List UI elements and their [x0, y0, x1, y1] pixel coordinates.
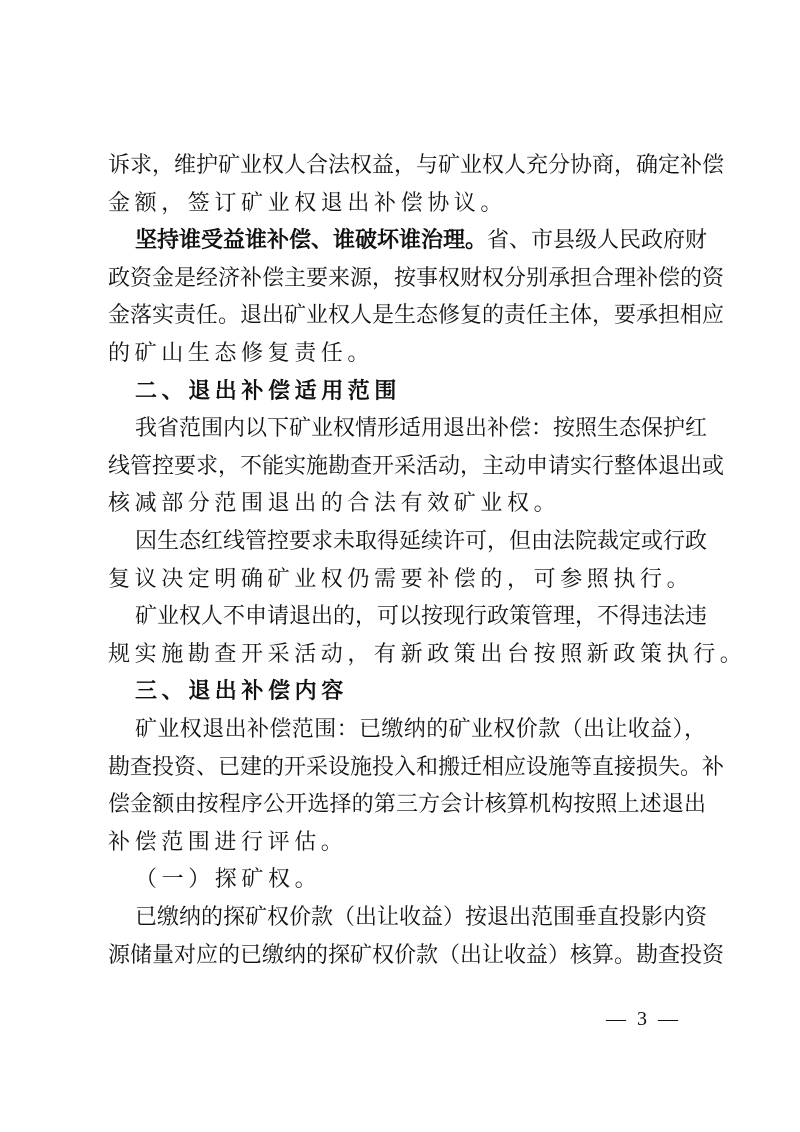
line-text: 源储量对应的已缴纳的探矿权价款（出让收益）核算。勘查投资 [108, 942, 725, 968]
line-text: （一）探矿权。 [135, 867, 322, 893]
text-line [108, 147, 725, 185]
text-line [108, 485, 706, 523]
line-text: 复议决定明确矿业权仍需要补偿的，可参照执行。 [108, 566, 694, 592]
text-line [108, 937, 725, 975]
line-text: 诉求，维护矿业权人合法权益，与矿业权人充分协商，确定补偿 [108, 153, 725, 178]
line-text: 矿业权人不申请退出的，可以按现行政策管理，不得违法违 [135, 604, 708, 630]
text-line [108, 899, 706, 937]
page-number: — 3 — [606, 1008, 681, 1030]
text-line [108, 410, 706, 448]
line-text: 核减部分范围退出的合法有效矿业权。 [108, 491, 561, 517]
line-text: 线管控要求，不能实施勘查开采活动，主动申请实行整体退出或 [108, 453, 725, 479]
line-text: 我省范围内以下矿业权情形适用退出补偿：按照生态保护红 [135, 416, 708, 442]
line-text: 补偿范围进行评估。 [108, 829, 348, 855]
line-text: 偿金额由按程序公开选择的第三方会计核算机构按照上述退出 [108, 792, 706, 818]
text-line [108, 561, 706, 599]
line-text: 因生态红线管控要求未取得延续许可，但由法院裁定或行政 [135, 529, 708, 554]
text-line [108, 636, 747, 674]
text-line [108, 185, 706, 223]
line-text: 勘查投资、已建的开采设施投入和搬迁相应设施等直接损失。补 [108, 754, 725, 780]
line-text: 二、退出补偿适用范围 [135, 378, 402, 404]
text-line [108, 824, 706, 862]
section-heading [108, 373, 706, 411]
line-text: 的矿山生态修复责任。 [108, 341, 375, 366]
line-text: 金额，签订矿业权退出补偿协议。 [108, 190, 508, 216]
text-line [108, 222, 706, 260]
line-text: 政资金是经济补偿主要来源，按事权财权分别承担合理补偿的资 [108, 265, 725, 291]
line-text: 已缴纳的探矿权价款（出让收益）按退出范围垂直投影内资 [135, 905, 708, 930]
line-text: 金落实责任。退出矿业权人是生态修复的责任主体，要承担相应 [108, 303, 725, 329]
text-line [108, 523, 706, 561]
text-line [108, 260, 725, 298]
text-line [108, 335, 706, 373]
text-line [108, 749, 725, 787]
text-line [108, 711, 706, 749]
text-line [108, 297, 725, 335]
line-text: 规实施勘查开采活动，有新政策出台按照新政策执行。 [108, 641, 747, 667]
text-line [108, 861, 706, 899]
text-line [108, 448, 725, 486]
text-line [108, 598, 706, 636]
section-heading [108, 673, 706, 711]
bold-lead-phrase: 坚持谁受益谁补偿、谁破坏谁治理。 [135, 228, 488, 254]
line-text: 矿业权退出补偿范围：已缴纳的矿业权价款（出让收益）， [135, 717, 706, 742]
text-line [108, 786, 706, 824]
line-text: 省、市县级人民政府财 [487, 228, 708, 254]
line-text: 三、退出补偿内容 [135, 679, 348, 705]
